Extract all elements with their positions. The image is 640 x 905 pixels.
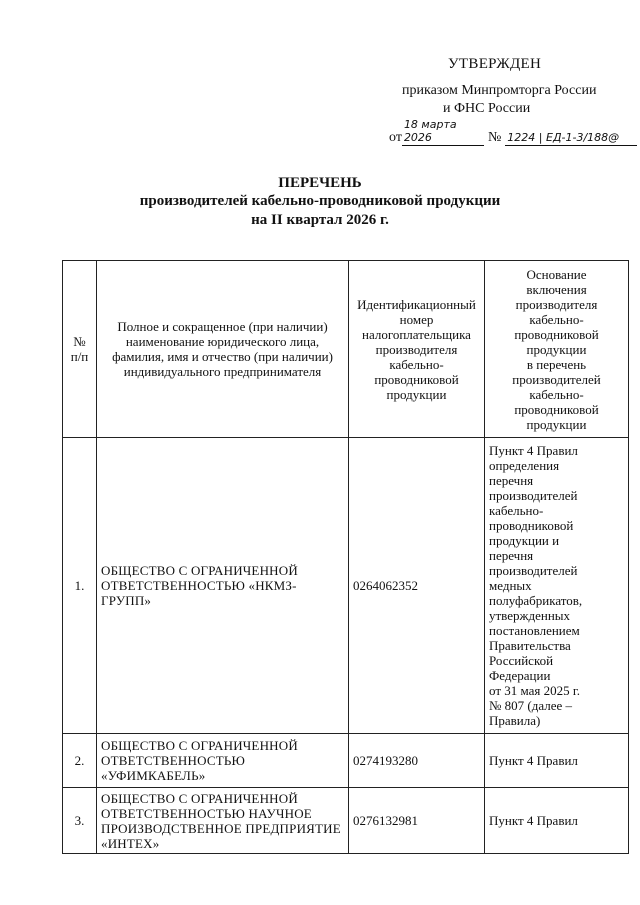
row-name-line: ОБЩЕСТВО С ОГРАНИЧЕННОЙ (101, 738, 298, 753)
row-basis-line: производителей (489, 563, 578, 578)
header-basis-line: продукции (526, 341, 587, 357)
row-basis-line: Федерации (489, 668, 551, 683)
header-inn-line: номер (399, 311, 434, 327)
approved-heading: УТВЕРЖДЕН (448, 56, 542, 72)
row-basis-line: Правительства (489, 638, 571, 653)
row-basis-line: полуфабрикатов, (489, 593, 583, 608)
row-inn: 0276132981 (349, 788, 485, 854)
header-inn-line: налогоплательщика (362, 326, 471, 342)
row-basis-line: кабельно- (489, 503, 544, 518)
document-subtitle: производителей кабельно-проводниковой продукции (139, 193, 501, 209)
header-basis-line: продукции (526, 416, 587, 432)
producers-table (62, 260, 629, 854)
number-label: № (487, 130, 502, 145)
row-num: 3. (63, 788, 97, 854)
table-row (63, 734, 629, 788)
row-name-line: «ИНТЕХ» (101, 835, 160, 851)
header-inn-line: Идентификационный (357, 296, 476, 312)
row-basis-line: Пункт 4 Правил (489, 813, 578, 828)
header-inn (349, 261, 485, 438)
row-basis-line: определения (489, 458, 560, 473)
row-name (97, 734, 349, 788)
header-inn-line: производителя (375, 341, 458, 357)
row-basis (485, 734, 629, 788)
header-num-line: № (73, 334, 86, 349)
header-inn-line: продукции (386, 386, 447, 402)
row-inn: 0264062352 (349, 438, 485, 734)
row-basis-line: № 807 (далее – (489, 698, 573, 713)
row-name-line: ОБЩЕСТВО С ОГРАНИЧЕННОЙ (101, 563, 298, 578)
header-basis-line: включения (526, 281, 587, 297)
row-num: 1. (63, 438, 97, 734)
header-inn-line: проводниковой (374, 371, 459, 387)
row-basis-line: продукции и (489, 533, 560, 548)
row-basis-line: постановлением (489, 623, 580, 638)
row-basis-line: производителей (489, 488, 578, 503)
header-name (97, 261, 349, 438)
row-basis-line: перечня (489, 473, 534, 488)
header-basis (485, 261, 629, 438)
header-num (63, 261, 97, 438)
row-basis-line: проводниковой (489, 518, 574, 533)
header-name-line: фамилия, имя и отчество (при наличии) (112, 349, 333, 364)
order-line-2: и ФНС России (443, 101, 531, 116)
header-inn-line: кабельно- (389, 356, 444, 372)
header-name-line: индивидуального предпринимателя (123, 364, 322, 379)
row-basis-line: утвержденных (489, 608, 571, 623)
row-inn: 0274193280 (349, 734, 485, 788)
document-title: ПЕРЕЧЕНЬ (278, 175, 362, 191)
header-basis-line: проводниковой (514, 326, 599, 342)
row-name-line: ОТВЕТСТВЕННОСТЬЮ НАУЧНОЕ (101, 805, 312, 821)
header-basis-line: Основание (526, 266, 587, 282)
from-label: от (389, 130, 402, 145)
table-header-row (63, 261, 629, 438)
row-basis-line: Правила) (489, 713, 541, 728)
row-basis-line: медных (489, 578, 532, 593)
row-name (97, 788, 349, 854)
handwritten-number: 1224 | ЕД-1-3/188@ (505, 131, 637, 146)
order-date-number-line (389, 118, 637, 146)
header-num-line: п/п (70, 349, 89, 364)
row-name-line: ОТВЕТСТВЕННОСТЬЮ (101, 753, 246, 768)
row-name-line: «УФИМКАБЕЛЬ» (101, 768, 206, 783)
row-name-line: ОТВЕТСТВЕННОСТЬЮ «НКМЗ-ГРУПП» (101, 578, 297, 608)
row-basis (485, 438, 629, 734)
row-basis-line: Российской (489, 653, 554, 668)
document-period: на II квартал 2026 г. (251, 212, 389, 228)
order-line-1: приказом Минпромторга России (402, 83, 597, 98)
row-name-line: ПРОИЗВОДСТВЕННОЕ ПРЕДПРИЯТИЕ (101, 820, 341, 836)
header-basis-line: кабельно- (529, 311, 584, 327)
handwritten-date: 18 марта 2026 (402, 118, 484, 146)
table-row (63, 438, 629, 734)
table-row (63, 788, 629, 854)
header-name-line: Полное и сокращенное (при наличии) (117, 319, 328, 334)
row-basis (485, 788, 629, 854)
header-basis-line: проводниковой (514, 401, 599, 417)
row-name (97, 438, 349, 734)
header-name-line: наименование юридического лица, (125, 334, 320, 349)
row-basis-line: перечня (489, 548, 534, 563)
row-num: 2. (63, 734, 97, 788)
header-basis-line: в перечень (526, 356, 587, 372)
row-name-line: ОБЩЕСТВО С ОГРАНИЧЕННОЙ (101, 790, 298, 806)
header-basis-line: кабельно- (529, 386, 584, 402)
header-basis-line: производителя (515, 296, 598, 312)
header-basis-line: производителей (512, 371, 601, 387)
row-basis-line: Пункт 4 Правил (489, 753, 578, 768)
row-basis-line: от 31 мая 2025 г. (489, 683, 581, 698)
row-basis-line: Пункт 4 Правил (489, 443, 578, 458)
